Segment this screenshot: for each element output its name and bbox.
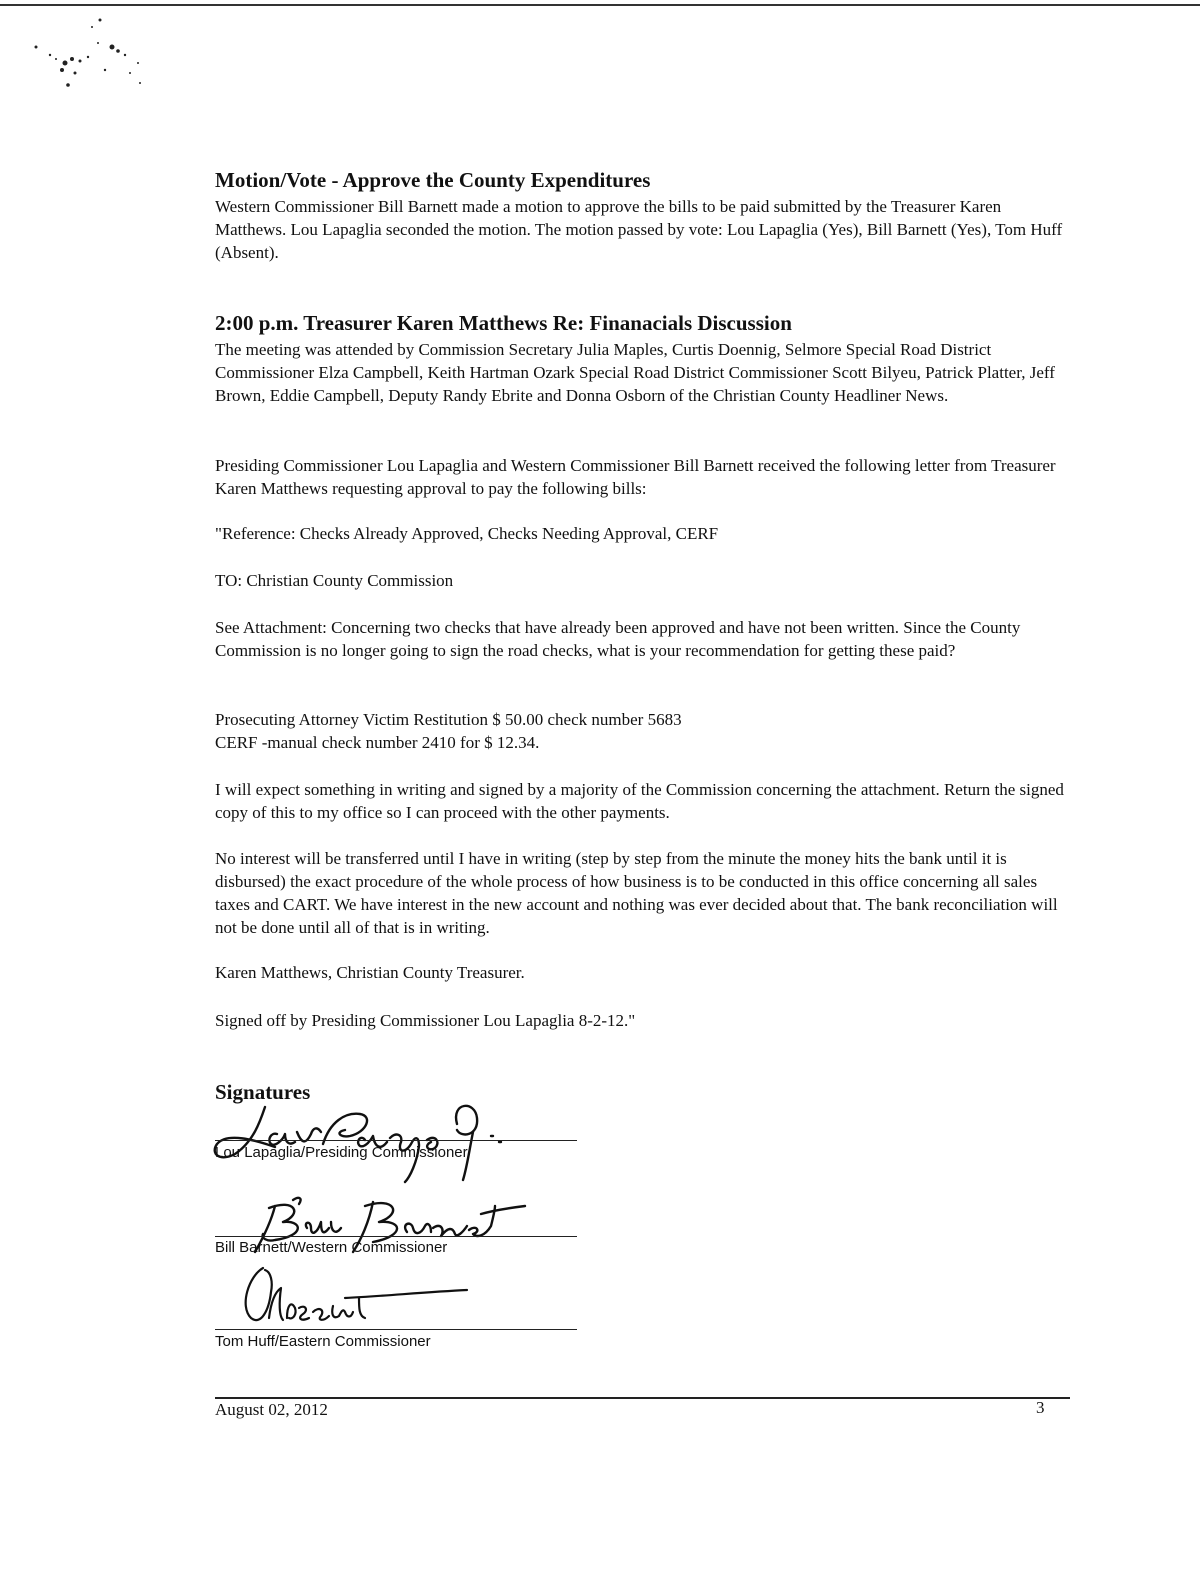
signature-label-presiding: Lou Lapaglia/Presiding Commissioner <box>215 1144 468 1161</box>
motion-paragraph: Western Commissioner Bill Barnett made a motion to approve the bills to be paid submitted by the Treasurer Karen Matthews. Lou Lapaglia seconded the motion. The motion passed by vote: Lou Lapaglia (Yes), Bill Barnett (Yes), Tom Huff (Absent). <box>215 197 1063 262</box>
signature-line-western <box>215 1236 577 1237</box>
page-number: 3 <box>1036 1398 1045 1417</box>
letter-interest-paragraph: No interest will be transferred until I have in writing (step by step from the minute the money hits the bank until it is disbursed) the exact procedure of the whole process of how business is to be conducted in this office concerning all sales taxes and CART. We have interest in the new account and nothing was ever decided about that. The bank reconciliation will not be done until all of that is in writing. <box>215 849 1058 937</box>
letter-attachment-paragraph: See Attachment: Concerning two checks that have already been approved and have not been written. Since the County Commission is no longer going to sign the road checks, what is your recommendation for getting these paid? <box>215 618 1021 660</box>
top-rule <box>0 4 1200 6</box>
handwritten-signature-lapaglia <box>205 1092 565 1192</box>
signature-line-presiding <box>215 1140 577 1141</box>
signature-label-western: Bill Barnett/Western Commissioner <box>215 1239 448 1256</box>
letter-signer: Karen Matthews, Christian County Treasurer. <box>215 963 525 982</box>
letter-intro-paragraph: Presiding Commissioner Lou Lapaglia and Western Commissioner Bill Barnett received the following letter from Treasurer Karen Matthews requesting approval to pay the following bills: <box>215 456 1056 498</box>
footer-rule <box>215 1397 1070 1399</box>
section-heading-motion-vote: Motion/Vote - Approve the County Expenditures <box>215 168 651 192</box>
scan-specks <box>20 15 150 95</box>
letter-recipient: TO: Christian County Commission <box>215 571 454 590</box>
letter-signoff: Signed off by Presiding Commissioner Lou Lapaglia 8-2-12." <box>215 1011 636 1030</box>
signature-line-eastern <box>215 1329 577 1330</box>
letter-expectation-paragraph: I will expect something in writing and signed by a majority of the Commission concerning the attachment. Return the signed copy of this to my office so I can proceed with the other payments. <box>215 780 1064 822</box>
check-item-1: Prosecuting Attorney Victim Restitution $ 50.00 check number 5683 <box>215 710 682 729</box>
handwritten-absent-mark <box>235 1262 475 1332</box>
footer-date: August 02, 2012 <box>215 1400 328 1419</box>
check-item-2: CERF -manual check number 2410 for $ 12.34. <box>215 733 540 752</box>
letter-reference: "Reference: Checks Already Approved, Checks Needing Approval, CERF <box>215 524 719 543</box>
attendance-paragraph: The meeting was attended by Commission Secretary Julia Maples, Curtis Doennig, Selmore Special Road District Commissioner Elza Campbell, Keith Hartman Ozark Special Road District Commissioner Scott Bilyeu, Patrick Platter, Jeff Brown, Eddie Campbell, Deputy Randy Ebrite and Donna Osborn of the Christian County Headliner News. <box>215 340 1055 405</box>
signatures-title: Signatures <box>215 1080 311 1104</box>
signature-label-eastern: Tom Huff/Eastern Commissioner <box>215 1333 431 1350</box>
section-heading-treasurer-discussion: 2:00 p.m. Treasurer Karen Matthews Re: Finanacials Discussion <box>215 311 792 335</box>
